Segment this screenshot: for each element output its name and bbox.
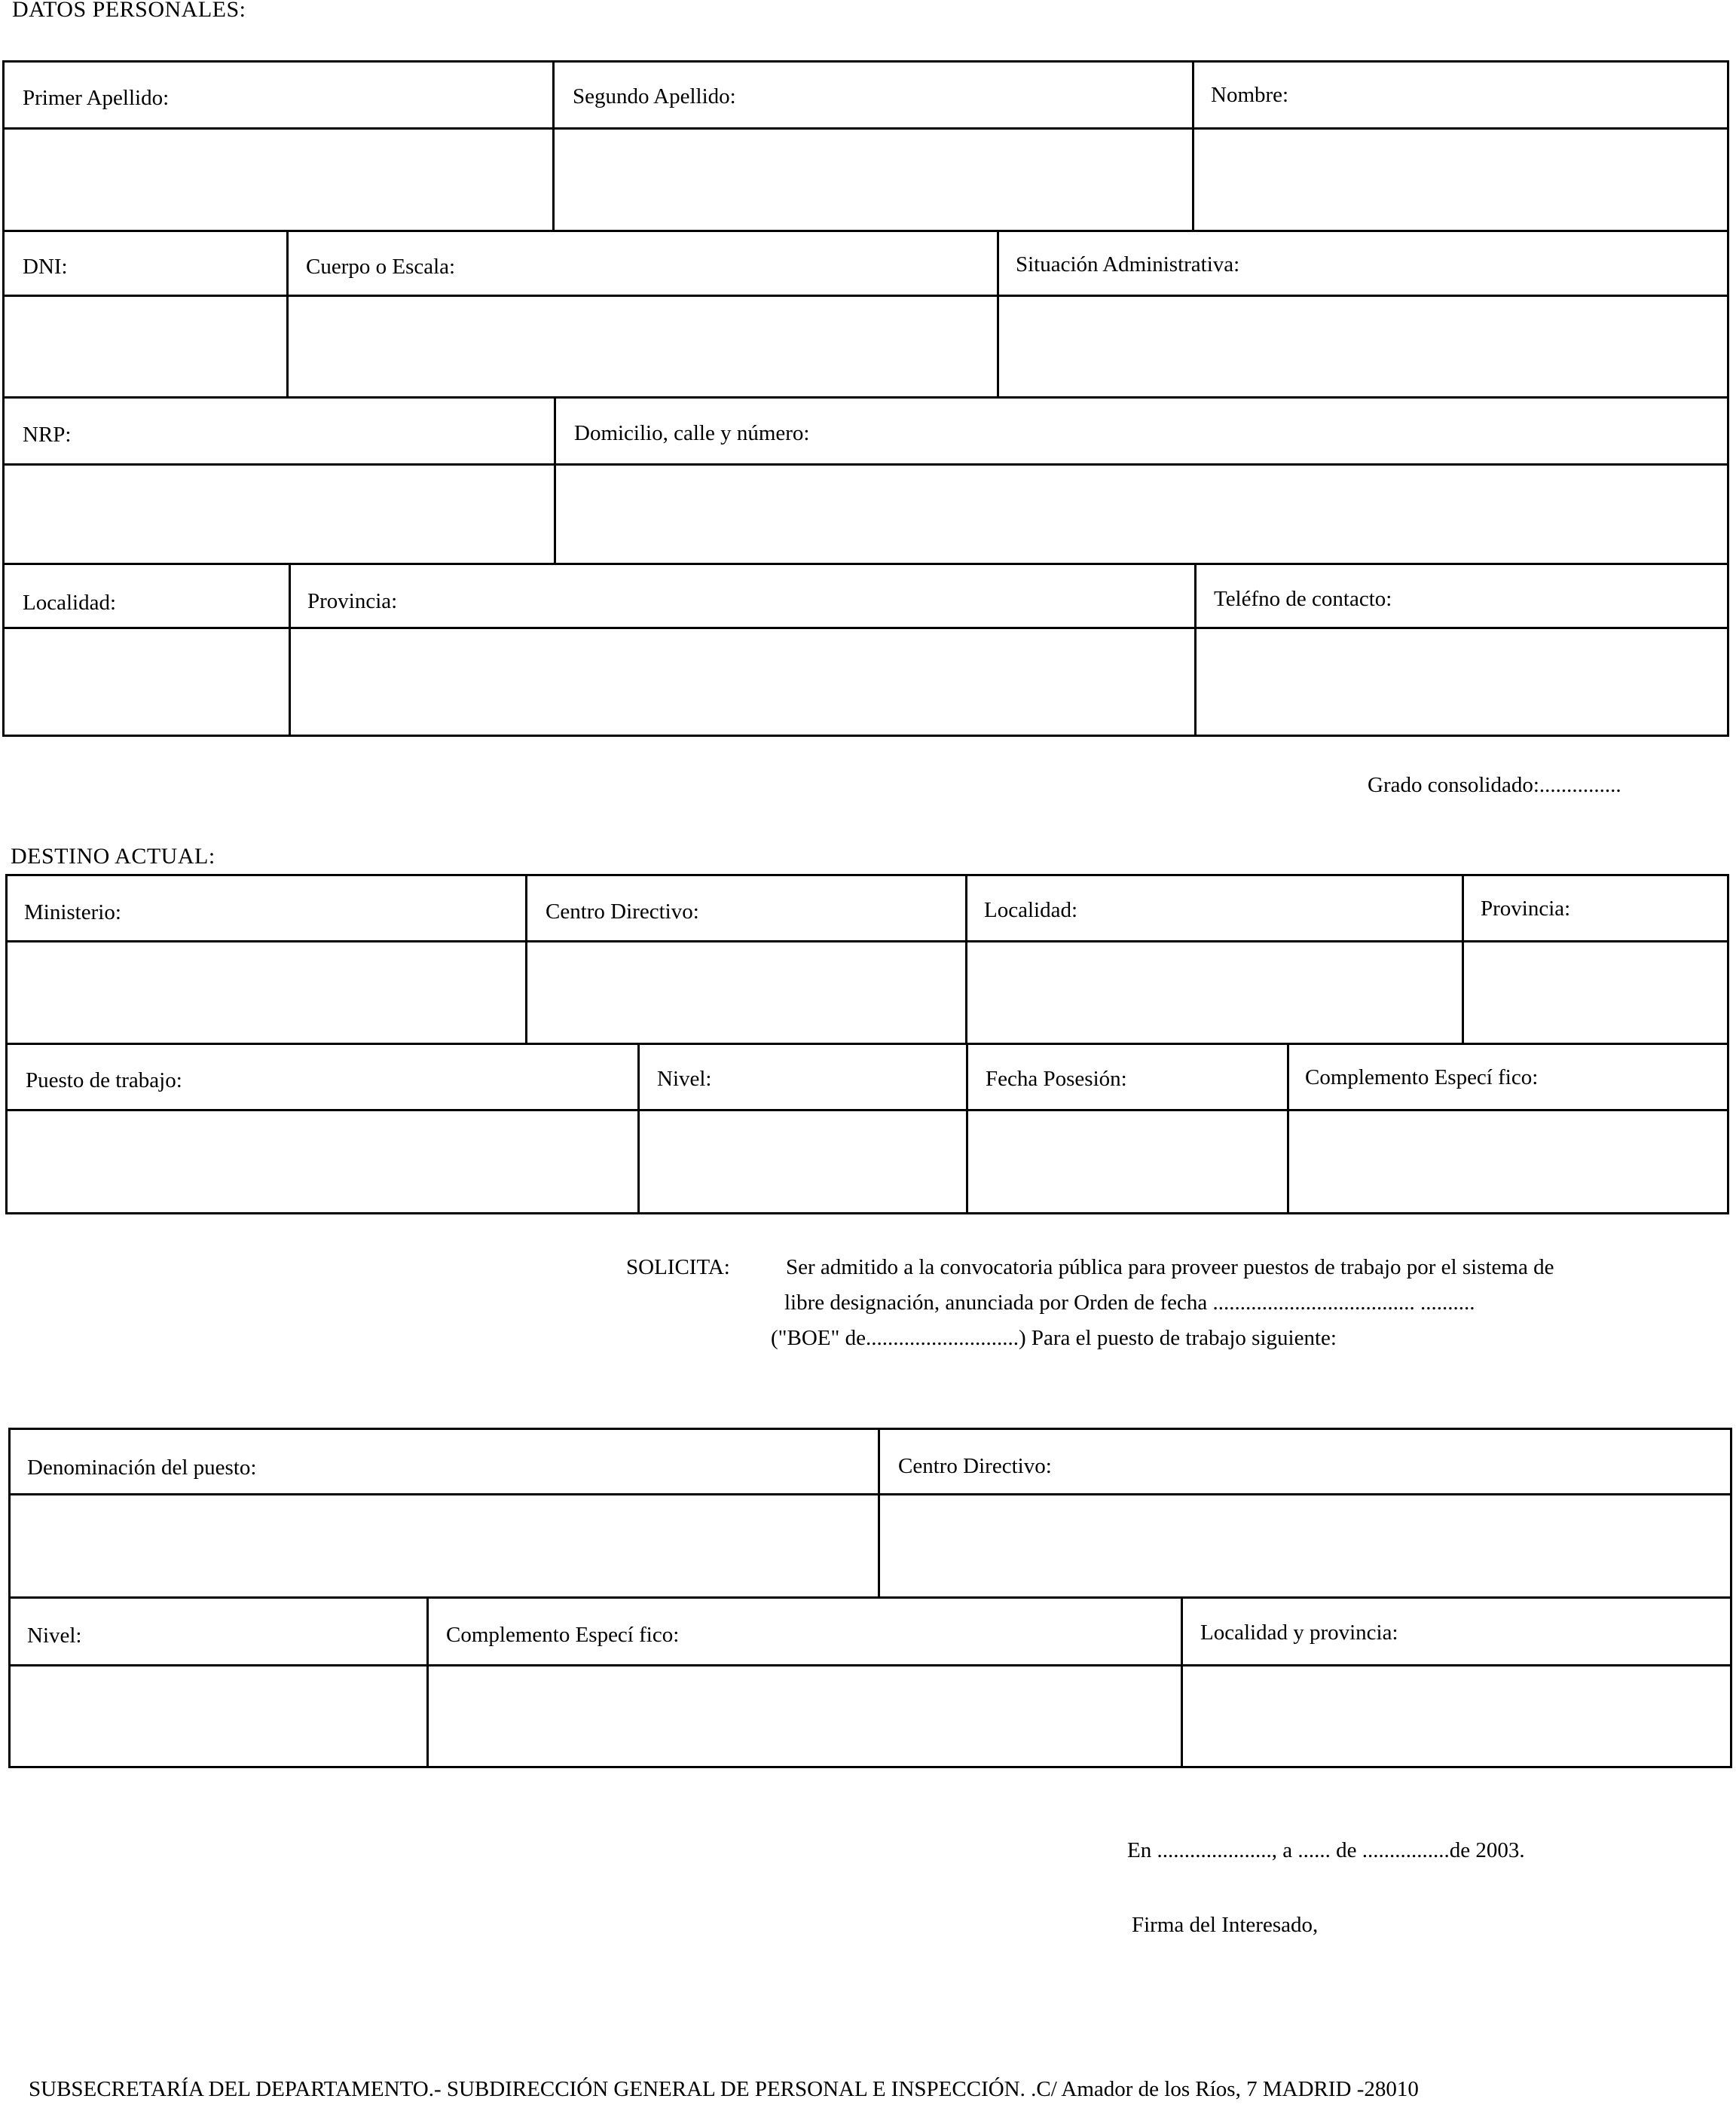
label-telefono: Teléfno de contacto: (1214, 587, 1392, 611)
label-localidad-actual: Localidad: (984, 898, 1078, 922)
puesto-trabajo-field[interactable] (8, 1111, 637, 1212)
provincia-field[interactable] (291, 629, 1194, 735)
nivel-puesto-field[interactable] (11, 1666, 426, 1766)
label-provincia-actual: Provincia: (1481, 897, 1571, 921)
ministerio-field[interactable] (8, 942, 525, 1043)
label-nrp: NRP: (23, 423, 72, 447)
label-localidad: Localidad: (23, 591, 117, 615)
label-primer-apellido: Primer Apellido: (23, 86, 170, 110)
solicita-line-3: ("BOE" de............................) Para el puesto de trabajo siguiente: (771, 1326, 1337, 1350)
section-title-personal: DATOS PERSONALES: (12, 0, 246, 22)
label-nombre: Nombre: (1211, 83, 1289, 107)
complemento-puesto-field[interactable] (429, 1666, 1181, 1766)
segundo-apellido-field[interactable] (555, 130, 1192, 230)
centro-directivo-puesto-field[interactable] (880, 1495, 1730, 1596)
dni-field[interactable] (5, 297, 286, 396)
signature-label: Firma del Interesado, (1132, 1913, 1319, 1937)
label-complemento-puesto: Complemento Especí fico: (446, 1623, 680, 1647)
situacion-administrativa-field[interactable] (999, 297, 1727, 396)
grado-consolidado: Grado consolidado:............... (1368, 773, 1621, 797)
section-title-current: DESTINO ACTUAL: (11, 844, 215, 869)
nombre-field[interactable] (1194, 130, 1727, 230)
complemento-actual-field[interactable] (1289, 1111, 1727, 1212)
nivel-actual-field[interactable] (640, 1111, 966, 1212)
label-centro-directivo: Centro Directivo: (546, 900, 699, 924)
solicita-line-2: libre designación, anunciada por Orden de fecha ..................................... .......... (784, 1291, 1475, 1315)
localidad-provincia-field[interactable] (1183, 1666, 1730, 1766)
fecha-posesion-field[interactable] (968, 1111, 1287, 1212)
label-complemento-actual: Complemento Especí fico: (1305, 1065, 1539, 1089)
label-provincia: Provincia: (307, 589, 398, 613)
label-denominacion: Denominación del puesto: (27, 1456, 257, 1480)
solicita-line-1: Ser admitido a la convocatoria pública para proveer puestos de trabajo por el sistema de (786, 1255, 1554, 1279)
domicilio-field[interactable] (556, 466, 1727, 563)
footer-address: SUBSECRETARÍA DEL DEPARTAMENTO.- SUBDIRECCIÓN GENERAL DE PERSONAL E INSPECCIÓN. .C/ Amador de los Ríos, 7 MADRID -28010 (29, 2077, 1419, 2101)
label-nivel-puesto: Nivel: (27, 1624, 82, 1648)
localidad-field[interactable] (5, 629, 289, 735)
centro-directivo-field[interactable] (527, 942, 965, 1043)
cuerpo-escala-field[interactable] (289, 297, 997, 396)
label-ministerio: Ministerio: (24, 900, 121, 924)
label-puesto-trabajo: Puesto de trabajo: (26, 1068, 182, 1092)
label-segundo-apellido: Segundo Apellido: (573, 84, 736, 108)
nrp-field[interactable] (5, 466, 554, 563)
primer-apellido-field[interactable] (5, 130, 552, 230)
label-fecha-posesion: Fecha Posesión: (986, 1067, 1127, 1091)
label-situacion-administrativa: Situación Administrativa: (1016, 252, 1240, 276)
label-dni: DNI: (23, 255, 68, 279)
provincia-actual-field[interactable] (1464, 942, 1727, 1043)
solicita-label: SOLICITA: (626, 1255, 730, 1279)
label-centro-directivo-puesto: Centro Directivo: (898, 1454, 1052, 1478)
denominacion-field[interactable] (11, 1495, 878, 1596)
label-cuerpo-escala: Cuerpo o Escala: (306, 255, 456, 279)
label-nivel-actual: Nivel: (657, 1067, 712, 1091)
label-domicilio: Domicilio, calle y número: (574, 421, 810, 445)
label-localidad-provincia: Localidad y provincia: (1200, 1621, 1398, 1645)
date-line: En ....................., a ...... de ................de 2003. (1127, 1838, 1525, 1862)
localidad-actual-field[interactable] (967, 942, 1462, 1043)
telefono-field[interactable] (1197, 629, 1727, 735)
